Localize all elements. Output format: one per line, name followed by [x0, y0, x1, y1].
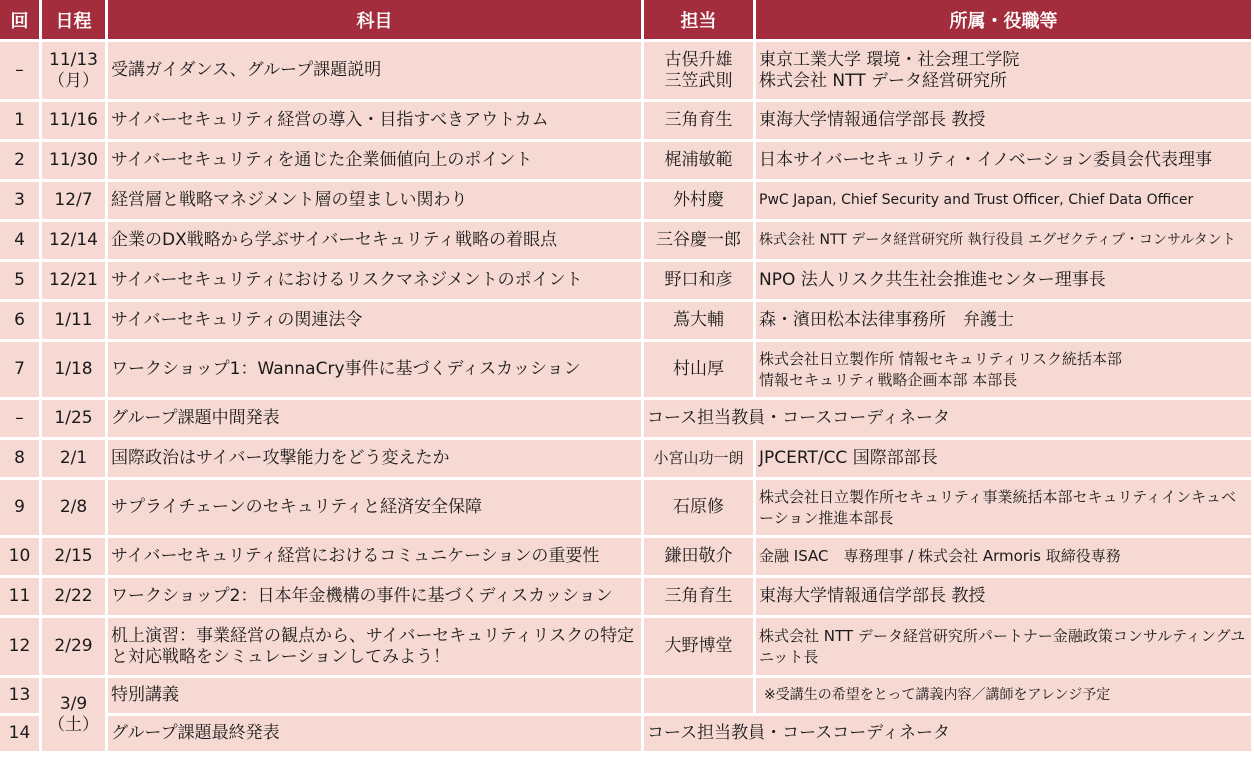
session-number: 10 — [0, 538, 42, 578]
session-instructor: 古俣升雄 三笠武則 — [644, 42, 756, 102]
session-number: 13 — [0, 678, 42, 716]
header-num: 回 — [0, 0, 42, 42]
session-staff-merged: コース担当教員・コースコーディネータ — [644, 716, 1254, 754]
session-subject: 経営層と戦略マネジメント層の望ましい関わり — [108, 182, 644, 222]
session-number: 5 — [0, 262, 42, 302]
session-number: 7 — [0, 342, 42, 400]
session-affiliation: 日本サイバーセキュリティ・イノベーション委員会代表理事 — [756, 142, 1254, 182]
session-affiliation: 株式会社日立製作所セキュリティ事業統括本部セキュリティインキュベーション推進本部長 — [756, 480, 1254, 538]
session-subject: サプライチェーンのセキュリティと経済安全保障 — [108, 480, 644, 538]
header-date: 日程 — [42, 0, 108, 42]
session-number: 2 — [0, 142, 42, 182]
session-affiliation: 東海大学情報通信学部長 教授 — [756, 578, 1254, 618]
table-row — [0, 102, 1254, 142]
session-affiliation: 株式会社日立製作所 情報セキュリティリスク統括本部 情報セキュリティ戦略企画本部 本部長 — [756, 342, 1254, 400]
session-subject: サイバーセキュリティを通じた企業価値向上のポイント — [108, 142, 644, 182]
table-row — [0, 578, 1254, 618]
session-date: 12/21 — [42, 262, 108, 302]
table-row — [0, 342, 1254, 400]
session-date: 12/7 — [42, 182, 108, 222]
session-number: 14 — [0, 716, 42, 754]
session-instructor: 鎌田敬介 — [644, 538, 756, 578]
session-affiliation: 金融 ISAC 専務理事 / 株式会社 Armoris 取締役専務 — [756, 538, 1254, 578]
session-number: – — [0, 400, 42, 440]
session-number: 12 — [0, 618, 42, 678]
session-affiliation: 株式会社 NTT データ経営研究所 執行役員 エグゼクティブ・コンサルタント — [756, 222, 1254, 262]
session-date: 2/8 — [42, 480, 108, 538]
session-date: 1/18 — [42, 342, 108, 400]
session-subject: 国際政治はサイバー攻撃能力をどう変えたか — [108, 440, 644, 480]
table-row — [0, 222, 1254, 262]
table-row — [0, 480, 1254, 538]
session-number: 8 — [0, 440, 42, 480]
header-affiliation: 所属・役職等 — [756, 0, 1254, 42]
header-instructor: 担当 — [644, 0, 756, 42]
session-affiliation: 森・濱田松本法律事務所 弁護士 — [756, 302, 1254, 342]
table-row — [0, 678, 1254, 716]
session-subject: 受講ガイダンス、グループ課題説明 — [108, 42, 644, 102]
session-subject: グループ課題中間発表 — [108, 400, 644, 440]
table-row — [0, 262, 1254, 302]
session-date: 11/13 （月） — [42, 42, 108, 102]
session-number: – — [0, 42, 42, 102]
session-subject: サイバーセキュリティの関連法令 — [108, 302, 644, 342]
table-row — [0, 618, 1254, 678]
session-subject: 企業のDX戦略から学ぶサイバーセキュリティ戦略の着眼点 — [108, 222, 644, 262]
session-date: 12/14 — [42, 222, 108, 262]
session-subject: ワークショップ2：日本年金機構の事件に基づくディスカッション — [108, 578, 644, 618]
session-affiliation: NPO 法人リスク共生社会推進センター理事長 — [756, 262, 1254, 302]
header-subject: 科目 — [108, 0, 644, 42]
session-number: 9 — [0, 480, 42, 538]
session-instructor: 三角育生 — [644, 578, 756, 618]
session-instructor: 蔦大輔 — [644, 302, 756, 342]
session-instructor: 梶浦敏範 — [644, 142, 756, 182]
session-date: 2/15 — [42, 538, 108, 578]
session-date: 2/1 — [42, 440, 108, 480]
session-number: 11 — [0, 578, 42, 618]
session-instructor: 三谷慶一郎 — [644, 222, 756, 262]
session-date: 11/16 — [42, 102, 108, 142]
session-number: 4 — [0, 222, 42, 262]
session-affiliation: PwC Japan, Chief Security and Trust Officer, Chief Data Officer — [756, 182, 1254, 222]
session-instructor — [644, 678, 756, 716]
session-affiliation: 東海大学情報通信学部長 教授 — [756, 102, 1254, 142]
table-row — [0, 716, 1254, 754]
session-instructor: 石原修 — [644, 480, 756, 538]
session-number: 3 — [0, 182, 42, 222]
header-row — [0, 0, 1254, 42]
session-subject: サイバーセキュリティにおけるリスクマネジメントのポイント — [108, 262, 644, 302]
session-subject: グループ課題最終発表 — [108, 716, 644, 754]
session-note: ※受講生の希望をとって講義内容／講師をアレンジ予定 — [756, 678, 1254, 716]
session-number: 1 — [0, 102, 42, 142]
session-subject: 机上演習：事業経営の観点から、サイバーセキュリティリスクの特定と対応戦略をシミュレーションしてみよう！ — [108, 618, 644, 678]
session-instructor: 三角育生 — [644, 102, 756, 142]
session-instructor: 大野博堂 — [644, 618, 756, 678]
table-row — [0, 400, 1254, 440]
session-instructor: 野口和彦 — [644, 262, 756, 302]
session-subject: ワークショップ1：WannaCry事件に基づくディスカッション — [108, 342, 644, 400]
session-date: 1/25 — [42, 400, 108, 440]
table-row — [0, 142, 1254, 182]
table-row — [0, 182, 1254, 222]
session-affiliation: 東京工業大学 環境・社会理工学院 株式会社 NTT データ経営研究所 — [756, 42, 1254, 102]
session-date: 2/22 — [42, 578, 108, 618]
session-date: 2/29 — [42, 618, 108, 678]
session-instructor: 小宮山功一朗 — [644, 440, 756, 480]
session-instructor: 村山厚 — [644, 342, 756, 400]
session-affiliation: JPCERT/CC 国際部部長 — [756, 440, 1254, 480]
session-date: 1/11 — [42, 302, 108, 342]
session-subject: サイバーセキュリティ経営の導入・目指すべきアウトカム — [108, 102, 644, 142]
session-number: 6 — [0, 302, 42, 342]
table-row — [0, 440, 1254, 480]
session-subject: 特別講義 — [108, 678, 644, 716]
table-row — [0, 42, 1254, 102]
table-row — [0, 302, 1254, 342]
table-row — [0, 538, 1254, 578]
session-staff-merged: コース担当教員・コースコーディネータ — [644, 400, 1254, 440]
session-date: 11/30 — [42, 142, 108, 182]
session-instructor: 外村慶 — [644, 182, 756, 222]
session-date: 3/9 （土） — [42, 678, 108, 754]
session-subject: サイバーセキュリティ経営におけるコミュニケーションの重要性 — [108, 538, 644, 578]
session-affiliation: 株式会社 NTT データ経営研究所パートナー金融政策コンサルティングユニット長 — [756, 618, 1254, 678]
